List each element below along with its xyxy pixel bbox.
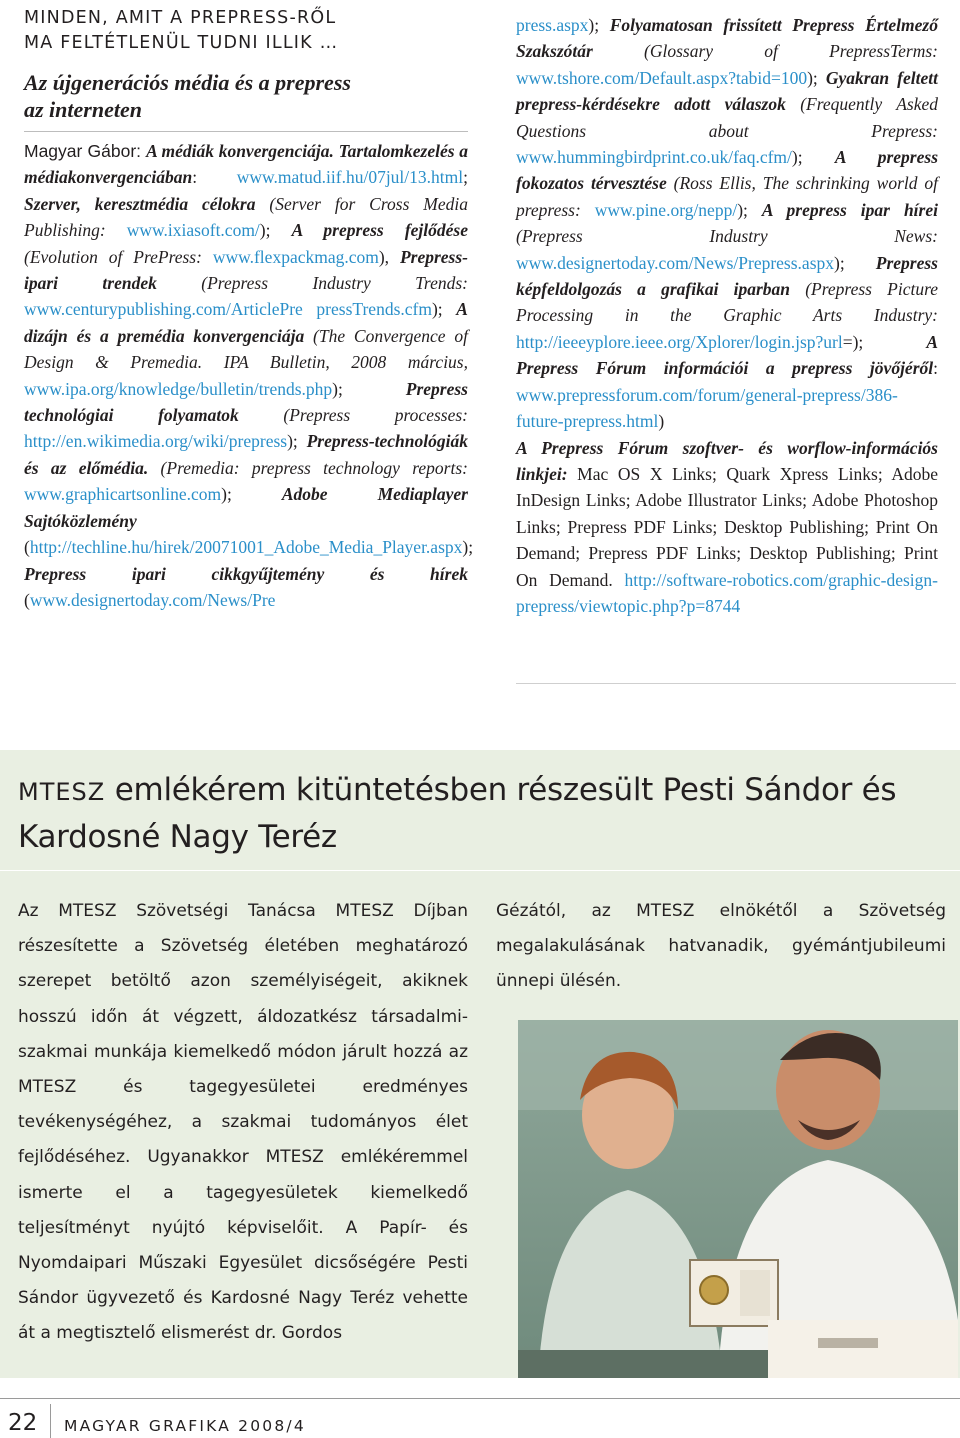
reference-link[interactable]: www.hummingbirdprint.co.uk/faq.cfm/ [516, 147, 792, 168]
reference-link[interactable]: www.prepressforum.com/forum/general-prepress/386-future-prepress.html [516, 384, 898, 432]
reference-title: Adobe Mediaplayer Sajtóközlemény [24, 484, 468, 531]
reference-text: ); [332, 378, 406, 399]
reference-title: A dizájn és a premédia konvergenciája [24, 299, 468, 346]
column-end-divider [516, 683, 956, 684]
reference-text: Mac OS X Links; Quark Xpress Links; Adobe InDesign Links; Adobe Illustrator Links; Adobe Photoshop Links; Prepress PDF Links; Desktop Publishing; Print On Demand; Prepress PDF Links; Desktop Publishing; Print On Demand. [516, 463, 938, 590]
feature-body-right: Gézától, az MTESZ elnökétől a Szövetség megalakulásának hatvanadik, gyémántjubileumi ünnepi ülésén. [496, 901, 946, 992]
reference-note: (Frequently Asked Questions about Prepress: [516, 94, 938, 141]
reference-note: (Evolution of PrePress: [24, 246, 213, 267]
title-divider [24, 131, 468, 132]
reference-text: ); [462, 537, 474, 558]
left-column [24, 6, 474, 613]
reference-title: A médiák konvergenciája. Tartalomkezelés a médiakonvergenciában [24, 141, 468, 188]
reference-note: (Prepress processes: [238, 405, 468, 426]
reference-text: ; [463, 167, 468, 188]
reference-text: : [192, 167, 237, 188]
reference-text: ( [24, 537, 30, 558]
reference-title: Prepress képfeldolgozás a grafikai iparban [516, 252, 938, 300]
page-number: 22 [8, 1410, 38, 1436]
reference-link[interactable]: www.tshore.com/Default.aspx?tabid=100 [516, 67, 808, 88]
reference-note: (Server for Cross Media Publishing: [24, 193, 469, 241]
reference-link[interactable]: www.graphicartsonline.com [24, 484, 222, 505]
reference-title: A prepress fejlődése [291, 220, 468, 241]
reference-text: ( [24, 589, 30, 610]
reference-link[interactable]: www.centurypublishing.com/ArticlePre pressTrends.cfm [24, 299, 432, 320]
reference-list-right [516, 12, 938, 619]
section-kicker: MINDEN, AMIT A PREPRESS-RŐL MA FELTÉTLENÜL TUDNI ILLIK … [24, 8, 339, 53]
award-photo-illustration [518, 1020, 958, 1378]
reference-list-left [24, 138, 474, 613]
reference-title: A prepress ipar hírei [761, 199, 938, 220]
reference-title: Szerver, keresztmédia célokra [24, 193, 256, 214]
reference-title: A Prepress Fórum szoftver- és worflow-információs linkjei: [516, 437, 938, 484]
reference-title: Folyamatosan frissített Prepress Értelmező Szakszótár [516, 15, 938, 62]
reference-note: (Glossary of PrepressTerms: [592, 41, 938, 62]
reference-link[interactable]: www.matud.iif.hu/07jul/13.html [236, 167, 464, 188]
reference-title: A prepress fokozatos térvesztése [516, 147, 938, 194]
reference-link[interactable]: http://software-robotics.com/graphic-design-prepress/viewtopic.php?p=8744 [516, 569, 938, 616]
reference-text: ); [834, 252, 876, 273]
reference-link[interactable]: www.designertoday.com/News/Pre [29, 589, 276, 610]
feature-headline-text: emlékérem kitüntetésben részesült Pesti Sándor és Kardosné Nagy Teréz [18, 772, 897, 855]
reference-title: Gyakran feltett prepress-kérdésekre adott válaszok [516, 67, 938, 115]
reference-text: ); [588, 15, 610, 35]
reference-text: ); [791, 147, 835, 168]
feature-headline-brand: MTESZ [18, 778, 106, 806]
reference-link[interactable]: http://en.wikimedia.org/wiki/prepress [24, 431, 288, 452]
reference-title: A Prepress Fórum információi a prepress jövőjéről [516, 331, 938, 379]
footer-tick [50, 1404, 51, 1438]
right-column [516, 12, 938, 619]
reference-link[interactable]: http://ieeeyplore.ieee.org/Xplorer/login.jsp?url [516, 331, 843, 352]
reference-title: Prepress-ipari trendek [24, 246, 468, 294]
reference-link[interactable]: www.pine.org/nepp/ [594, 199, 738, 220]
reference-title: Prepress ipari cikkgyűjtemény és hírek [24, 563, 468, 584]
reference-text: ), [378, 246, 400, 267]
reference-link[interactable]: press.aspx [516, 15, 589, 35]
reference-note: (Prepress Picture Processing in the Graphic Arts Industry: [516, 279, 938, 326]
reference-note: (Ross Ellis, The schrinking world of prepress: [516, 173, 938, 220]
reference-link[interactable]: www.flexpackmag.com [212, 246, 379, 267]
reference-link[interactable]: www.ixiasoft.com/ [126, 220, 260, 241]
reference-title: Prepress-technológiák és az előmédia. [24, 431, 468, 478]
reference-text: ); [287, 431, 307, 452]
article-title: Az újgenerációs média és a prepress az interneten [24, 70, 351, 122]
reference-link[interactable]: http://techline.hu/hirek/20071001_Adobe_Media_Player.aspx [29, 537, 463, 558]
reference-text: ); [221, 484, 282, 505]
reference-note: (Prepress Industry Trends: [156, 273, 469, 294]
feature-body-left: Az MTESZ Szövetségi Tanácsa MTESZ Díjban részesítette a Szövetség életében meghatározó szerepet betöltő azon személyiségeit, akiknek hosszú időn át végzett, áldozatkész társadalmi-szakmai munkája kiemelkedő módon járult hozzá az MTESZ és tagegyesületei eredményes tevékenységéhez, a szakmai tudományos élet fejlődéséhez. Ugyanakkor MTESZ emlékéremmel ismerte el a tagegyesületek kiemelkedő teljesítményt nyújtó képviselőit. A Papír- és Nyomdaipari Műszaki Egyesület dicsőségére Pesti Sándor ügyvezető és Kardosné Nagy Teréz vehette át a megtisztelő elismerést dr. Gordos [18, 901, 468, 1344]
reference-text: ); [431, 299, 457, 320]
journal-name: MAGYAR GRAFIKA 2008/4 [64, 1417, 306, 1435]
reference-author: Magyar Gábor: [24, 141, 147, 161]
footer-divider [0, 1398, 960, 1399]
reference-text: ); [259, 220, 292, 241]
award-photo [518, 1020, 958, 1378]
reference-text: ); [807, 67, 826, 88]
reference-text: : [933, 358, 938, 379]
reference-link[interactable]: www.designertoday.com/News/Prepress.aspx [516, 252, 835, 273]
reference-text: ); [737, 199, 762, 220]
reference-title: Prepress technológiai folyamatok [24, 378, 468, 426]
reference-text: =); [842, 331, 927, 352]
reference-text: ) [658, 411, 665, 432]
reference-note: (Premedia: prepress technology reports: [148, 457, 468, 478]
feature-headline [18, 768, 918, 860]
feature-divider [0, 870, 960, 871]
reference-note: (The Convergence of Design & Premedia. IPA Bulletin, 2008 március, [24, 325, 468, 373]
reference-link[interactable]: www.ipa.org/knowledge/bulletin/trends.php [24, 378, 333, 399]
reference-note: (Prepress Industry News: [516, 226, 938, 247]
